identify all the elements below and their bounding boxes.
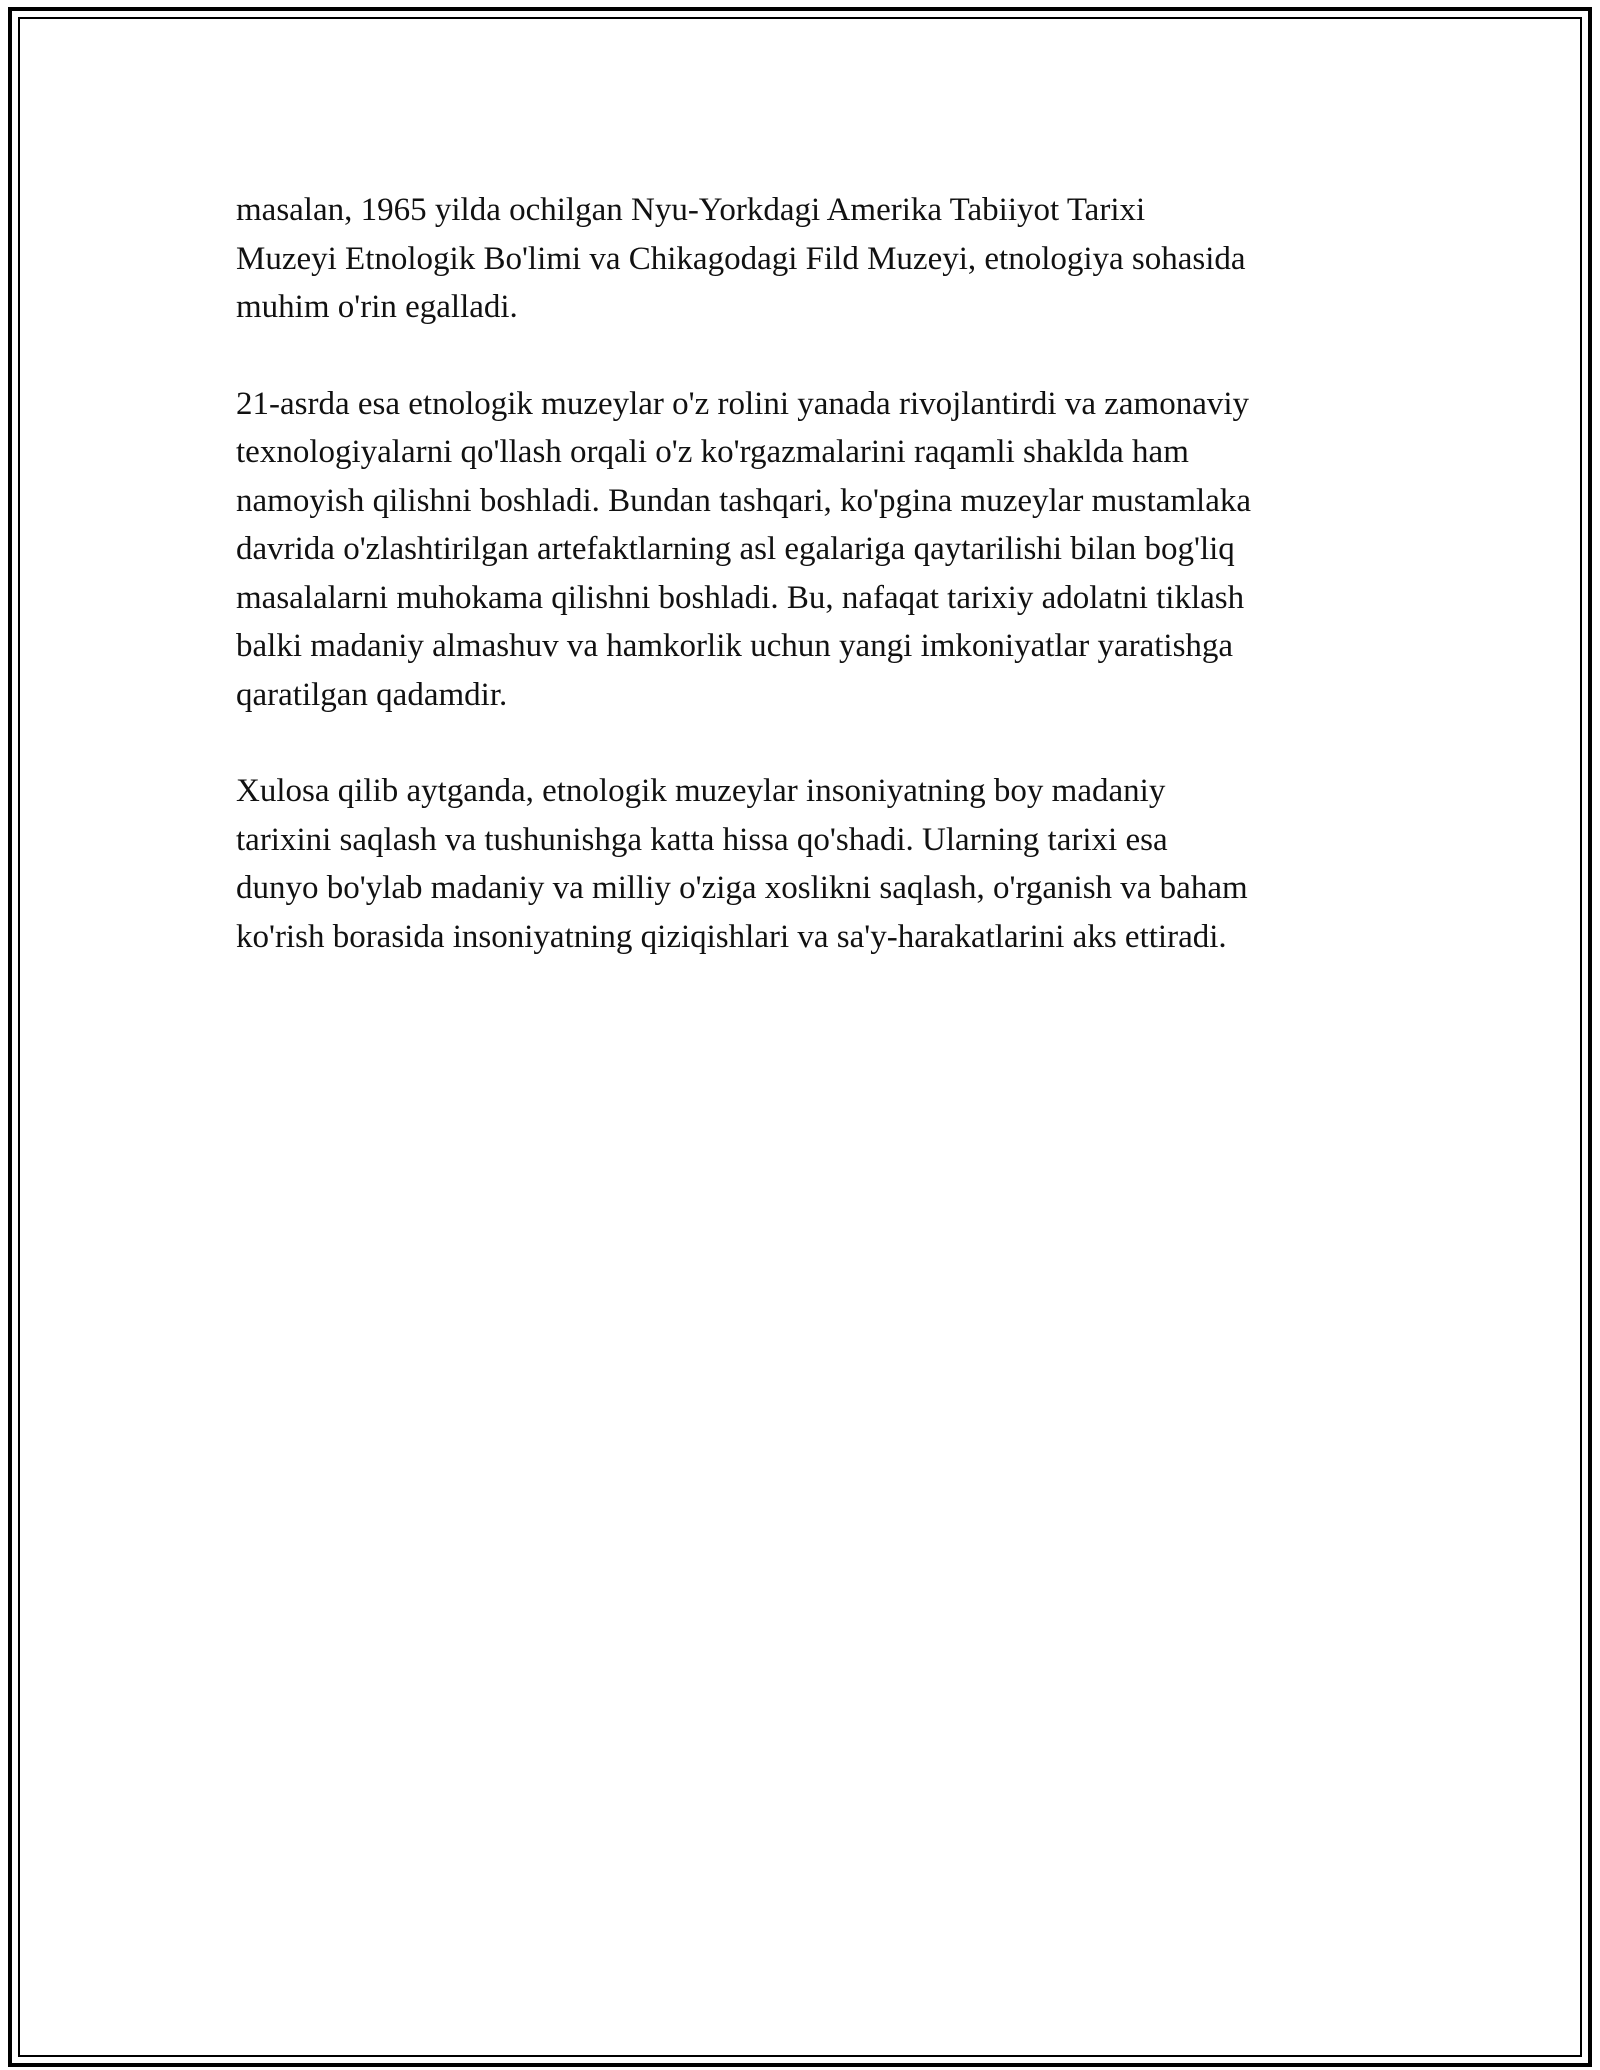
text-line: masalan, 1965 yilda ochilgan Nyu-Yorkdagi Amerika Tabiiyot Tarixi: [236, 192, 1146, 228]
text-line: davrida o'zlashtirilgan artefaktlarning asl egalariga qaytarilishi bilan bog'liq: [236, 531, 1235, 567]
text-line: muhim o'rin egalladi.: [236, 289, 518, 325]
text-line: Xulosa qilib aytganda, etnologik muzeylar insoniyatning boy madaniy: [236, 773, 1166, 809]
text-line: Muzeyi Etnologik Bo'limi va Chikagodagi Fild Muzeyi, etnologiya sohasida: [236, 240, 1246, 277]
paragraph-3: [236, 767, 1376, 961]
text-line: ko'rish borasida insoniyatning qiziqishlari va sa'y-harakatlarini aks ettiradi.: [236, 918, 1227, 955]
text-line: balki madaniy almashuv va hamkorlik uchun yangi imkoniyatlar yaratishga: [236, 628, 1234, 664]
text-line: dunyo bo'ylab madaniy va milliy o'ziga xoslikni saqlash, o'rganish va baham: [236, 870, 1248, 906]
text-line: namoyish qilishni boshladi. Bundan tashqari, ko'pgina muzeylar mustamlaka: [236, 482, 1252, 519]
paragraph-2: [236, 380, 1376, 720]
text-line: 21-asrda esa etnologik muzeylar o'z rolini yanada rivojlantirdi va zamonaviy: [236, 385, 1250, 422]
text-line: tarixini saqlash va tushunishga katta hissa qo'shadi. Ularning tarixi esa: [236, 821, 1168, 858]
paragraph-1: [236, 186, 1376, 332]
document-body: [236, 186, 1376, 1009]
text-line: qaratilgan qadamdir.: [236, 676, 508, 713]
text-line: masalalarni muhokama qilishni boshladi. Bu, nafaqat tarixiy adolatni tiklash: [236, 579, 1245, 616]
text-line: texnologiyalarni qo'llash orqali o'z ko'rgazmalarini raqamli shaklda ham: [236, 434, 1189, 470]
